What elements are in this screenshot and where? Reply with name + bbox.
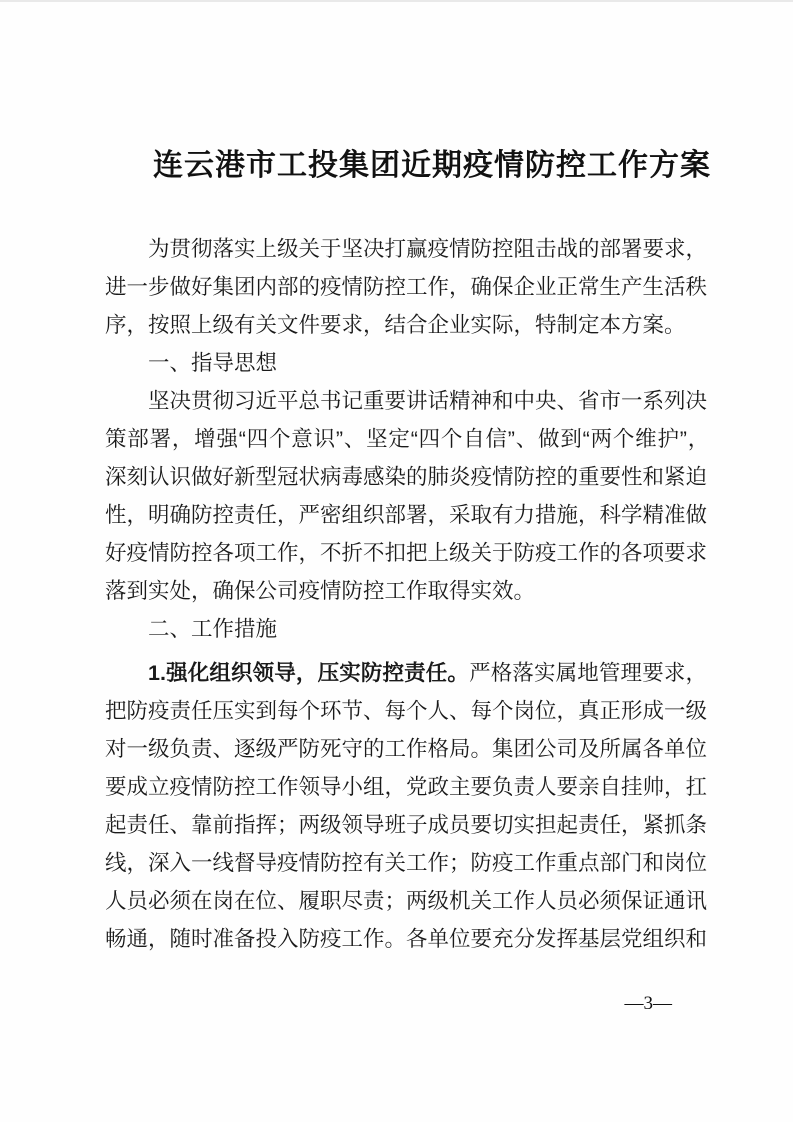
text-line: 要成立疫情防控工作领导小组，党政主要负责人要亲自挂帅，扛 [105,775,707,799]
text-line: 畅通，随时准备投入防疫工作。各单位要充分发挥基层党组织和 [105,927,707,951]
text-line: 策部署，增强“四个意识”、坚定“四个自信”、做到“两个维护”， [105,427,707,451]
text-line: 把防疫责任压实到每个环节、每个人、每个岗位，真正形成一级 [105,699,707,723]
text-line: 线，深入一线督导疫情防控有关工作；防疫工作重点部门和岗位 [105,851,707,875]
text-line: 起责任、靠前指挥；两级领导班子成员要切实担起责任，紧抓条 [105,813,707,837]
bold-run: 1.强化组织领导，压实防控责任。 [148,661,470,685]
document-title: 连云港市工投集团近期疫情防控工作方案 [153,149,711,182]
section-heading: 二、工作措施 [148,617,278,641]
text-line: 坚决贯彻习近平总书记重要讲话精神和中央、省市一系列决 [148,389,707,413]
text-line: 为贯彻落实上级关于坚决打赢疫情防控阻击战的部署要求， [148,237,707,261]
section-heading: 一、指导思想 [148,351,278,375]
text-line: 落到实处，确保公司疫情防控工作取得实效。 [105,579,536,603]
text-line: 人员必须在岗在位、履职尽责；两级机关工作人员必须保证通讯 [105,889,707,913]
text-line: 深刻认识做好新型冠状病毒感染的肺炎疫情防控的重要性和紧迫 [105,465,707,489]
text-line: 性，明确防控责任，严密组织部署，采取有力措施，科学精准做 [105,503,707,527]
text-line: 序，按照上级有关文件要求，结合企业实际，特制定本方案。 [105,313,686,337]
document-body [105,230,707,958]
text-line: 1.强化组织领导，压实防控责任。严格落实属地管理要求， [148,661,707,685]
text-line: 好疫情防控各项工作，不折不扣把上级关于防疫工作的各项要求 [105,541,707,565]
text-line: 进一步做好集团内部的疫情防控工作，确保企业正常生产生活秩 [105,275,707,299]
page-number: —3— [624,993,672,1014]
text-line: 对一级负责、逐级严防死守的工作格局。集团公司及所属各单位 [105,737,707,761]
